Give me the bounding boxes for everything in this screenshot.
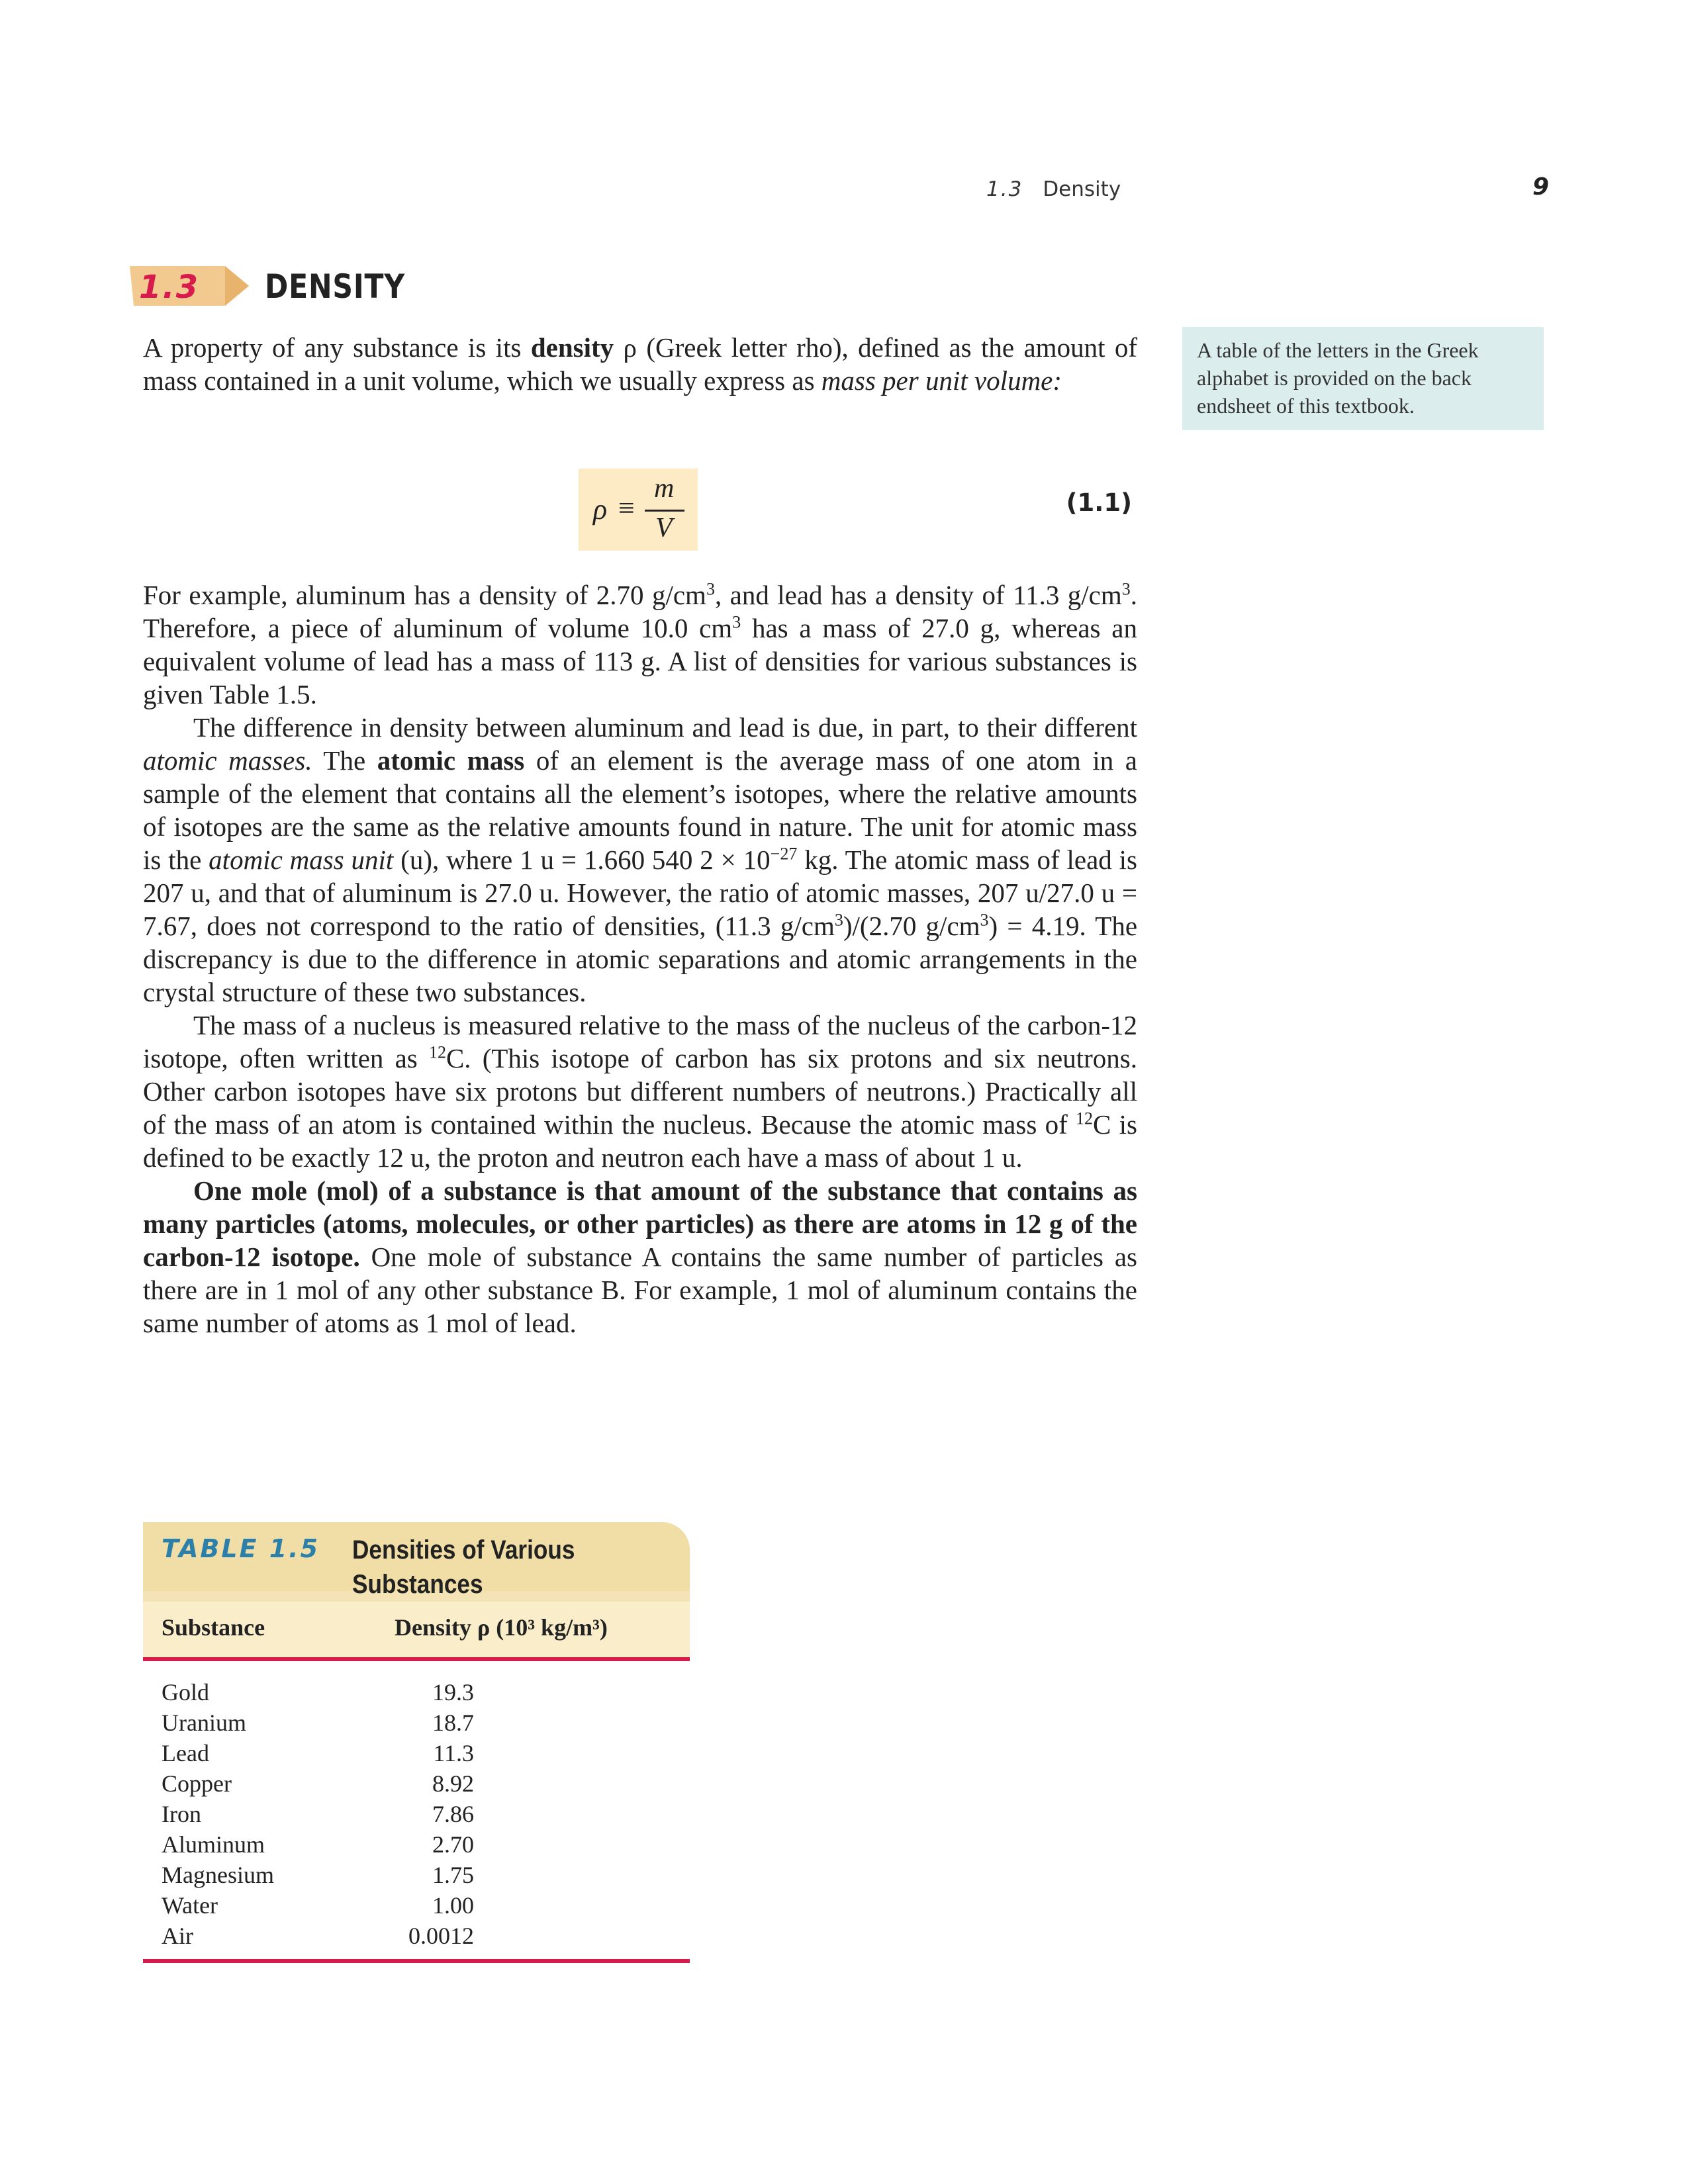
paragraph-mole: One mole (mol) of a substance is that amount of the substance that contains as many particles (atoms, molecules, or other particles) as there are atoms in 12 g of the carbon-12 isotope. One mole of substance A contains the same number of particles as there are in 1 mol of any other substance B. For example, 1 mol of aluminum contains the same number of atoms as 1 mol of lead.: [143, 1175, 1137, 1338]
densities-table: [143, 1522, 690, 1949]
table-row: Lead 11.3: [162, 1740, 474, 1766]
paragraph-intro: A property of any substance is its density ρ (Greek letter rho), defined as the amount of mass contained in a unit volume, which we usually express as mass per unit volume:: [143, 332, 1137, 396]
table-row: Gold 19.3: [162, 1679, 474, 1706]
paragraph-nucleus: The mass of a nucleus is measured relative to the mass of the nucleus of the carbon-12 isotope, often written as $^{12}$C. (This isotope of carbon has six protons and six neutrons. Other carbon isotopes have six protons but different numbers of neutrons.) Practically all of the mass of an atom is contained within the nucleus. Because the atomic mass of $^{12}$C is defined to be exactly 12 u, the proton and neutron each have a mass of about 1 u.: [143, 1010, 1137, 1173]
table-header: [143, 1522, 690, 1648]
equation-density: ρ ≡ m V: [579, 469, 698, 551]
column-header-density: Density ρ (10³ kg/m³): [395, 1614, 608, 1641]
page-number: 9: [1532, 173, 1549, 201]
table-rule-bottom: [143, 1959, 690, 1963]
table-row: Uranium 18.7: [162, 1709, 474, 1736]
column-header-substance: Substance: [162, 1614, 265, 1641]
section-heading: [126, 263, 417, 311]
table-row: Magnesium 1.75: [162, 1862, 474, 1888]
margin-note: A table of the letters in the Greek alphabet is provided on the back endsheet of this textbook.: [1182, 327, 1544, 430]
table-row: Iron 7.86: [162, 1801, 474, 1827]
equation-numerator: m: [654, 473, 675, 504]
running-head-section: 1.3: [986, 177, 1023, 201]
equation-label: (1.1): [1066, 488, 1132, 517]
table-row: Air 0.0012: [162, 1923, 474, 1949]
table-row: Copper 8.92: [162, 1770, 474, 1797]
paragraph-example: For example, aluminum has a density of 2.70 $g/cm^3$, and lead has a density of 11.3 $g/cm^3$. Therefore, a piece of aluminum of volume 10.0 $cm^3$ has a mass of 27.0 g, whereas an equivalent volume of lead has a mass of 113 g. A list of densities for various substances is given Table 1.5.: [143, 579, 1137, 709]
equation-denominator: V: [655, 513, 673, 543]
running-head: [986, 177, 1121, 201]
fraction-bar: [645, 510, 684, 512]
table-column-headers: [143, 1602, 690, 1657]
table-rule-top: [143, 1657, 690, 1661]
section-number: 1.3: [139, 269, 200, 306]
running-head-title: Density: [1043, 177, 1121, 201]
table-label: TABLE 1.5: [162, 1534, 320, 1563]
table-caption: Densities of Various Substances: [352, 1535, 575, 1599]
body-text-main: [143, 578, 1137, 1340]
table-row: Aluminum 2.70: [162, 1831, 474, 1858]
table-row: Water 1.00: [162, 1892, 474, 1919]
paragraph-atomic-mass: The difference in density between aluminum and lead is due, in part, to their different atomic masses. The atomic mass of an element is the average mass of one atom in a sample of the element that contains all the element’s isotopes, where the relative amounts of isotopes are the same as the relative amounts found in nature. The unit for atomic mass is the atomic mass unit (u), where 1 u = 1.660 540 $2 \times 10^{-27}$ kg. The atomic mass of lead is 207 u, and that of aluminum is 27.0 u. However, the ratio of atomic masses, 207 u/27.0 u = 7.67, does not correspond to the ratio of densities, (11.3 $g/cm^3)/(2.70$ $g/cm^3) = 4.19$. The discrepancy is due to the difference in atomic separations and atomic arrangements in the crystal structure of these two substances.: [143, 712, 1138, 1007]
table-body: [143, 1678, 690, 1952]
section-title: DENSITY: [265, 267, 406, 306]
